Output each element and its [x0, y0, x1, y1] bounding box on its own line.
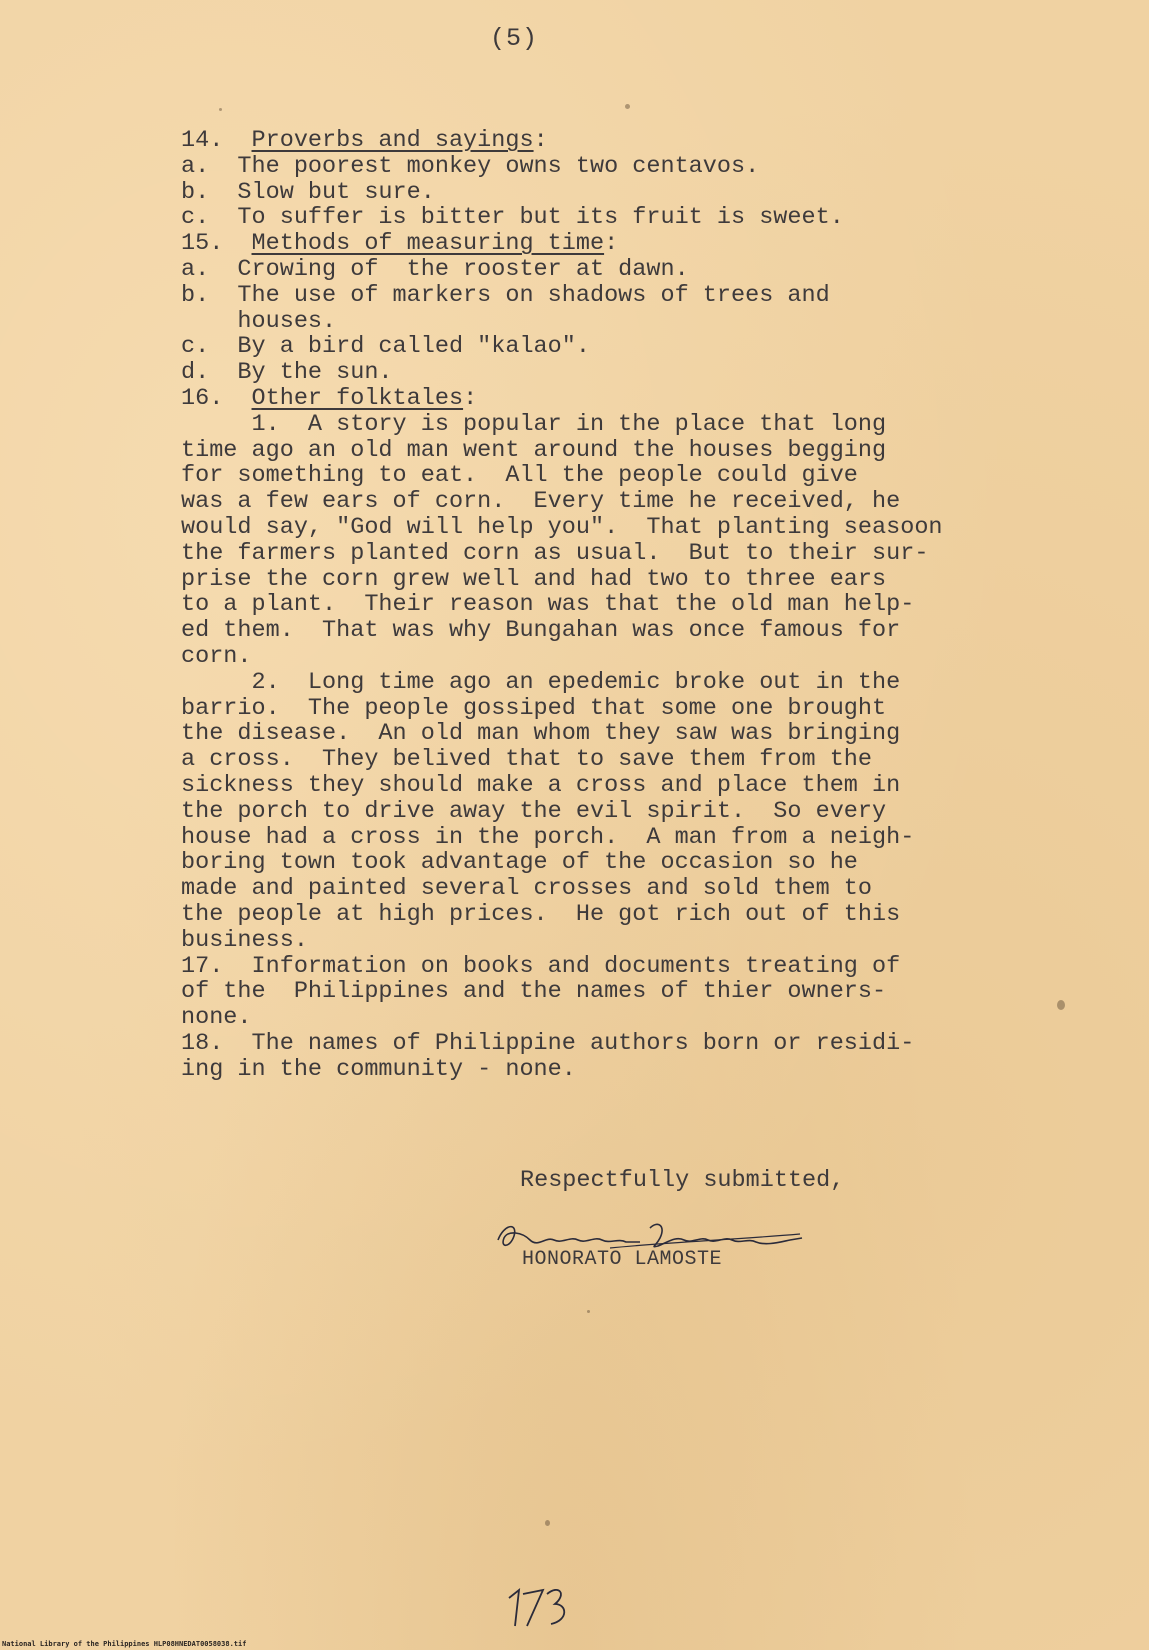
- text-line: to a plant. Their reason was that the old man help-: [181, 591, 915, 619]
- section-number: 15.: [181, 230, 252, 258]
- text-line: 2. Long time ago an epedemic broke out in the: [181, 668, 901, 696]
- text-line: [181, 128, 1061, 154]
- section-heading-colon: :: [463, 384, 478, 412]
- text-line: ing in the community - none.: [181, 1055, 576, 1083]
- text-line: a cross. They belived that to save them from the: [181, 746, 873, 774]
- section-number: 14.: [181, 127, 252, 154]
- section-heading-colon: :: [604, 230, 619, 258]
- text-line: 1. A story is popular in the place that long: [181, 410, 887, 438]
- text-line: 17. Information on books and documents treating of: [181, 952, 901, 980]
- section-heading-colon: :: [533, 127, 548, 154]
- section-heading: Methods of measuring time: [251, 230, 605, 258]
- signer-name: HONORATO LAMOSTE: [522, 1248, 723, 1271]
- text-line: [181, 386, 1061, 412]
- paper-speck: [1057, 1000, 1065, 1010]
- page-number: (5): [490, 24, 539, 53]
- text-line: the people at high prices. He got rich out of this: [181, 900, 901, 928]
- text-line: of the Philippines and the names of thier owners-: [181, 978, 887, 1006]
- text-line: sickness they should make a cross and place them in: [181, 771, 901, 799]
- text-line: none.: [181, 1004, 252, 1032]
- text-line: the farmers planted corn as usual. But to their sur-: [181, 539, 929, 567]
- section-number: 16.: [181, 384, 252, 412]
- paper-speck: [545, 1520, 550, 1526]
- paper-speck: [219, 108, 222, 111]
- text-line: would say, "God will help you". That planting seasoon: [181, 513, 943, 541]
- text-line: 18. The names of Philippine authors born or residi-: [181, 1029, 915, 1057]
- text-line: business.: [181, 926, 308, 954]
- text-line: made and painted several crosses and sold them to: [181, 875, 873, 903]
- section-heading: Proverbs and sayings: [251, 127, 534, 154]
- archive-footer: National Library of the Philippines HLP08HNEDAT0058038.tif: [2, 1640, 247, 1648]
- handwritten-page-text: 173: [5, 1080, 7, 1081]
- text-line: [181, 231, 1061, 257]
- text-line: b. The use of markers on shadows of trees and: [181, 281, 830, 309]
- text-line: c. To suffer is bitter but its fruit is sweet.: [181, 204, 844, 232]
- text-line: was a few ears of corn. Every time he received, he: [181, 488, 901, 516]
- text-line: a. The poorest monkey owns two centavos.: [181, 152, 760, 180]
- text-line: ed them. That was why Bungahan was once famous for: [181, 617, 901, 645]
- text-line: time ago an old man went around the houses begging: [181, 436, 887, 464]
- section-heading: Other folktales: [251, 384, 464, 412]
- text-line: barrio. The people gossiped that some one brought: [181, 694, 887, 722]
- text-line: the disease. An old man whom they saw was bringing: [181, 720, 901, 748]
- paper-speck: [587, 1310, 590, 1313]
- document-body: [181, 128, 1061, 1082]
- text-line: for something to eat. All the people could give: [181, 462, 858, 490]
- text-line: house had a cross in the porch. A man from a neigh-: [181, 823, 915, 851]
- text-line: prise the corn grew well and had two to three ears: [181, 565, 887, 593]
- text-line: d. By the sun.: [181, 359, 393, 387]
- text-line: boring town took advantage of the occasion so he: [181, 849, 858, 877]
- handwritten-page-number: [5, 1080, 575, 1630]
- text-line: c. By a bird called "kalao".: [181, 333, 590, 361]
- text-line: a. Crowing of the rooster at dawn.: [181, 255, 689, 283]
- text-line: corn.: [181, 642, 252, 670]
- signature-block: [490, 1218, 810, 1288]
- closing-line: Respectfully submitted,: [520, 1167, 845, 1194]
- paper-speck: [625, 104, 630, 109]
- text-line: the porch to drive away the evil spirit. So every: [181, 797, 887, 825]
- text-line: b. Slow but sure.: [181, 178, 435, 206]
- text-line: houses.: [181, 307, 337, 335]
